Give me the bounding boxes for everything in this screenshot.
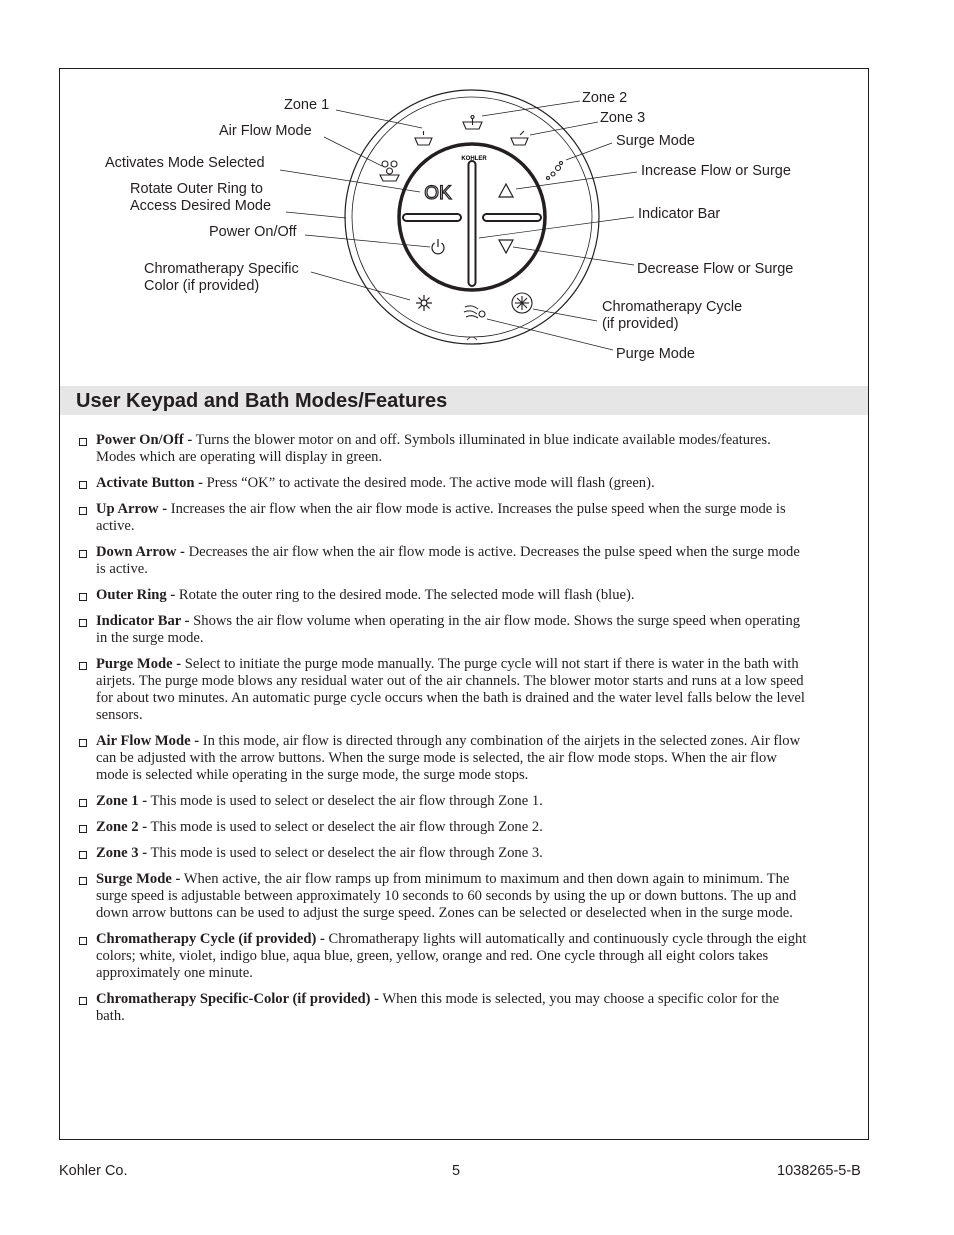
chromatherapy-cycle-icon[interactable]: [512, 293, 532, 313]
label-chromatherapy-specific-line1: Chromatherapy Specific: [144, 261, 299, 277]
label-power-on-off: Power On/Off: [209, 224, 297, 240]
bullet-box-icon: [79, 739, 87, 747]
kohler-logo: KOHLER: [461, 156, 487, 162]
label-zone2: Zone 2: [582, 90, 628, 106]
label-rotate-outer-ring-line1: Rotate Outer Ring to: [130, 181, 263, 197]
item-text: In this mode, air flow is directed through any combination of the airjets in the selected zones. Air flow can be adjusted with the arrow buttons. When the surge mode is selected, the air flow mode stops. When the air flow mode is selected while operating in the surge mode, the surge mode stops.: [96, 733, 801, 784]
bullet-box-icon: [79, 799, 87, 807]
label-chromatherapy-specific-line2: Color (if provided): [144, 278, 260, 294]
air-flow-mode-icon[interactable]: [380, 161, 399, 181]
item-term: Outer Ring -: [96, 586, 176, 603]
list-item: [78, 501, 808, 535]
item-term: Purge Mode -: [96, 655, 182, 672]
item-text: This mode is used to select or deselect the air flow through Zone 2.: [150, 819, 543, 835]
item-term: Chromatherapy Specific-Color (if provided) -: [96, 991, 379, 1007]
item-text: This mode is used to select or deselect the air flow through Zone 1.: [150, 793, 543, 810]
item-text: Shows the air flow volume when operating in the air flow mode. Shows the surge speed when operating in the surge mode.: [96, 612, 801, 646]
section-title: User Keypad and Bath Modes/Features: [76, 390, 448, 412]
item-term: Zone 1 -: [96, 793, 148, 810]
item-term: Indicator Bar -: [96, 612, 190, 629]
footer-page-number: 5: [452, 1163, 461, 1179]
label-indicator-bar: Indicator Bar: [638, 206, 721, 222]
feature-list: [78, 432, 808, 1034]
list-item: [78, 819, 808, 836]
bullet-box-icon: [79, 481, 87, 489]
list-item: [78, 991, 808, 1025]
indicator-bar: [469, 161, 476, 286]
footer-document-number: 1038265-5-B: [777, 1163, 861, 1179]
item-term: Air Flow Mode -: [96, 733, 200, 749]
power-icon[interactable]: [432, 239, 444, 254]
zone2-icon[interactable]: [463, 116, 482, 130]
list-item: [78, 793, 808, 810]
label-rotate-outer-ring-line2: Access Desired Mode: [130, 198, 272, 214]
list-item: [78, 432, 808, 466]
list-item: [78, 845, 808, 862]
item-term: Zone 3 -: [96, 844, 148, 861]
keypad-divider-right: [483, 214, 541, 221]
list-item: [78, 931, 808, 983]
leader-lines: [280, 101, 637, 350]
item-text: Decreases the air flow when the air flow mode is active. Decreases the pulse speed when the surge mode is active.: [96, 543, 800, 577]
ring-notch: [467, 337, 477, 340]
bullet-box-icon: [79, 619, 87, 627]
surge-mode-icon[interactable]: [547, 162, 563, 180]
list-item: [78, 587, 808, 604]
label-chromatherapy-cycle-line1: Chromatherapy Cycle: [602, 299, 743, 315]
purge-mode-icon[interactable]: [464, 306, 485, 318]
bullet-box-icon: [79, 937, 87, 945]
item-text: Rotate the outer ring to the desired mode. The selected mode will flash (blue).: [178, 586, 635, 603]
bullet-box-icon: [79, 662, 87, 670]
item-text: Press “OK” to activate the desired mode. The active mode will flash (green).: [206, 475, 655, 491]
ok-label: OK: [424, 183, 452, 204]
item-text: Chromatherapy lights will automatically and continuously cycle through the eight colors; white, violet, indigo blue, aqua blue, green, yellow, orange and red. One cycle through all eight colors takes approximately one minute.: [96, 930, 807, 982]
item-text: When this mode is selected, you may choose a specific color for the bath.: [96, 991, 780, 1025]
item-term: Power On/Off -: [96, 432, 193, 448]
list-item: [78, 733, 808, 785]
list-item: [78, 871, 808, 923]
item-term: Chromatherapy Cycle (if provided) -: [96, 930, 325, 947]
up-arrow-button[interactable]: [499, 184, 513, 197]
bullet-box-icon: [79, 997, 87, 1005]
down-arrow-button[interactable]: [499, 240, 513, 253]
item-term: Up Arrow -: [96, 500, 168, 517]
label-increase-flow: Increase Flow or Surge: [641, 163, 791, 179]
item-term: Down Arrow -: [96, 543, 185, 560]
item-term: Zone 2 -: [96, 819, 148, 835]
keypad-face: [399, 144, 545, 290]
list-item: [78, 656, 808, 725]
label-chromatherapy-cycle-line2: (if provided): [602, 316, 679, 332]
list-item: [78, 613, 808, 647]
item-text: Turns the blower motor on and off. Symbols illuminated in blue indicate available modes/features. Modes which are operating will display in green.: [96, 432, 771, 466]
item-text: Select to initiate the purge mode manually. The purge cycle will not start if there is water in the bath with airjets. The purge mode blows any residual water out of the air channels. The blower motor starts and runs at a low speed for about two minutes. An automatic purge cycle occurs when the bath is drained and the water level falls below the level sensors.: [96, 655, 805, 724]
label-decrease-flow: Decrease Flow or Surge: [637, 261, 794, 277]
label-air-flow-mode: Air Flow Mode: [219, 123, 312, 139]
label-surge-mode: Surge Mode: [616, 133, 695, 149]
item-term: Surge Mode -: [96, 870, 181, 887]
bullet-box-icon: [79, 438, 87, 446]
label-purge-mode: Purge Mode: [616, 346, 695, 362]
item-text: Increases the air flow when the air flow mode is active. Increases the pulse speed when the surge mode is active.: [96, 500, 786, 534]
zone1-icon[interactable]: [415, 131, 432, 145]
item-term: Activate Button -: [96, 475, 204, 491]
item-text: When active, the air flow ramps up from minimum to maximum and then down again to minimum. The surge speed is adjustable between approximately 10 seconds to 60 seconds by using the up or down buttons. The up and down arrow buttons can be used to adjust the surge speed. Zones can be selected or deselected when in the surge mode.: [96, 870, 797, 921]
keypad-divider-left: [403, 214, 461, 221]
bullet-box-icon: [79, 877, 87, 885]
bullet-box-icon: [79, 825, 87, 833]
bullet-box-icon: [79, 550, 87, 558]
label-zone1: Zone 1: [284, 97, 330, 113]
label-activates-mode-selected: Activates Mode Selected: [105, 155, 265, 171]
chromatherapy-specific-icon[interactable]: [416, 295, 432, 311]
list-item: [78, 544, 808, 578]
bullet-box-icon: [79, 851, 87, 859]
label-zone3: Zone 3: [600, 110, 646, 126]
bullet-box-icon: [79, 507, 87, 515]
ok-button[interactable]: [424, 183, 452, 204]
bullet-box-icon: [79, 593, 87, 601]
footer-company: Kohler Co.: [59, 1163, 128, 1179]
list-item: [78, 475, 808, 492]
item-text: This mode is used to select or deselect the air flow through Zone 3.: [150, 844, 543, 861]
zone3-icon[interactable]: [511, 131, 528, 145]
inner-ring: [352, 97, 592, 337]
